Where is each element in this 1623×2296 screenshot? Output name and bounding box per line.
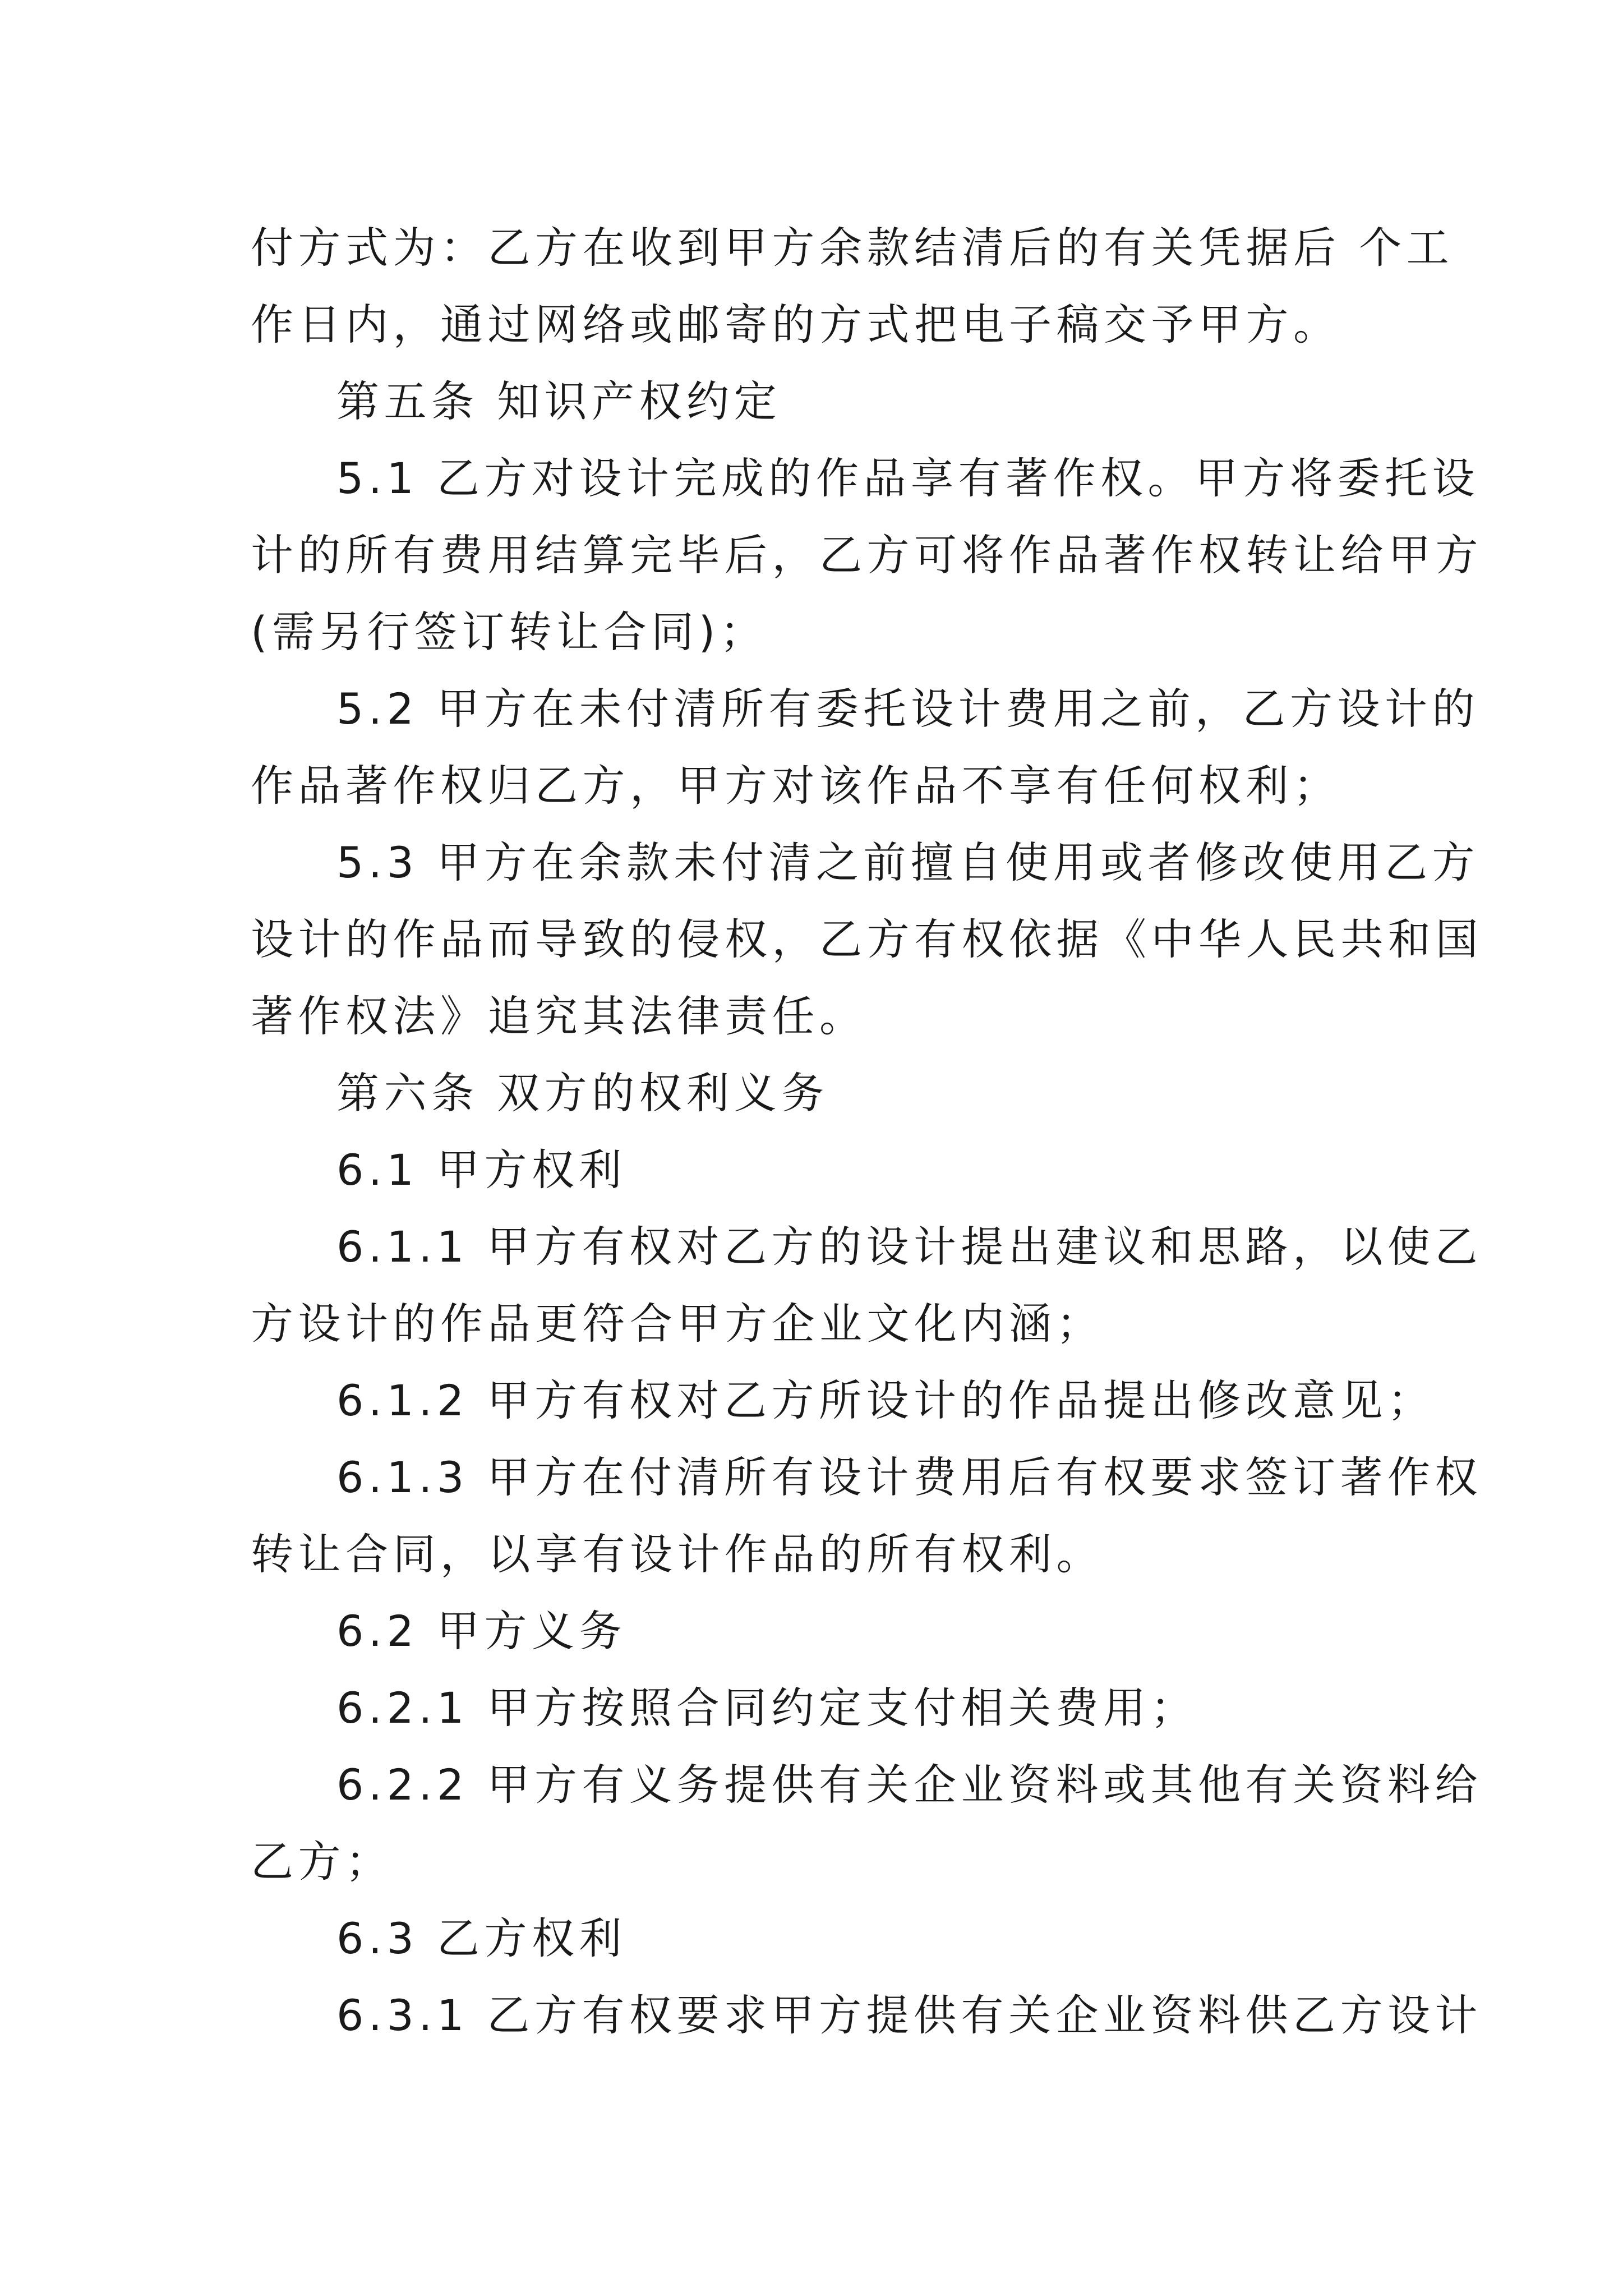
clause-line: 6.2.1 甲方按照合同约定支付相关费用； [336, 1683, 1198, 1733]
subsection-heading: 6.1 甲方权利 [336, 1145, 627, 1195]
subsection-heading: 6.3 乙方权利 [336, 1913, 627, 1963]
clause-line: 5.1 乙方对设计完成的作品享有著作权。甲方将委托设 [336, 453, 1480, 503]
text-line: 作日内，通过网络或邮寄的方式把电子稿交予甲方。 [251, 300, 1341, 349]
clause-line: 6.2.2 甲方有义务提供有关企业资料或其他有关资料给 [336, 1760, 1483, 1810]
clause-line: 6.3.1 乙方有权要求甲方提供有关企业资料供乙方设计 [336, 1990, 1483, 2040]
text-line: 转让合同，以享有设计作品的所有权利。 [251, 1529, 1104, 1579]
text-line: 方设计的作品更符合甲方企业文化内涵； [251, 1299, 1104, 1349]
text-line: 乙方； [251, 1837, 393, 1887]
subsection-heading: 6.2 甲方义务 [336, 1606, 627, 1656]
text-line: (需另行签订转让合同)； [251, 607, 768, 657]
text-line: 付方式为：乙方在收到甲方余款结清后的有关凭据后 个工 [251, 223, 1454, 273]
section-heading: 第五条 知识产权约定 [336, 376, 782, 426]
clause-line: 6.1.1 甲方有权对乙方的设计提出建议和思路，以使乙 [336, 1222, 1483, 1272]
text-line: 设计的作品而导致的侵权，乙方有权依据《中华人民共和国 [251, 914, 1483, 964]
text-line: 著作权法》追究其法律责任。 [251, 991, 867, 1041]
clause-line: 6.1.3 甲方在付清所有设计费用后有权要求签订著作权 [336, 1452, 1483, 1502]
section-heading: 第六条 双方的权利义务 [336, 1068, 829, 1118]
clause-line: 5.3 甲方在余款未付清之前擅自使用或者修改使用乙方 [336, 838, 1480, 887]
clause-line: 6.1.2 甲方有权对乙方所设计的作品提出修改意见； [336, 1375, 1435, 1425]
text-line: 作品著作权归乙方，甲方对该作品不享有任何权利； [251, 761, 1341, 811]
clause-line: 5.2 甲方在未付清所有委托设计费用之前，乙方设计的 [336, 684, 1480, 734]
text-line: 计的所有费用结算完毕后，乙方可将作品著作权转让给甲方 [251, 530, 1483, 580]
